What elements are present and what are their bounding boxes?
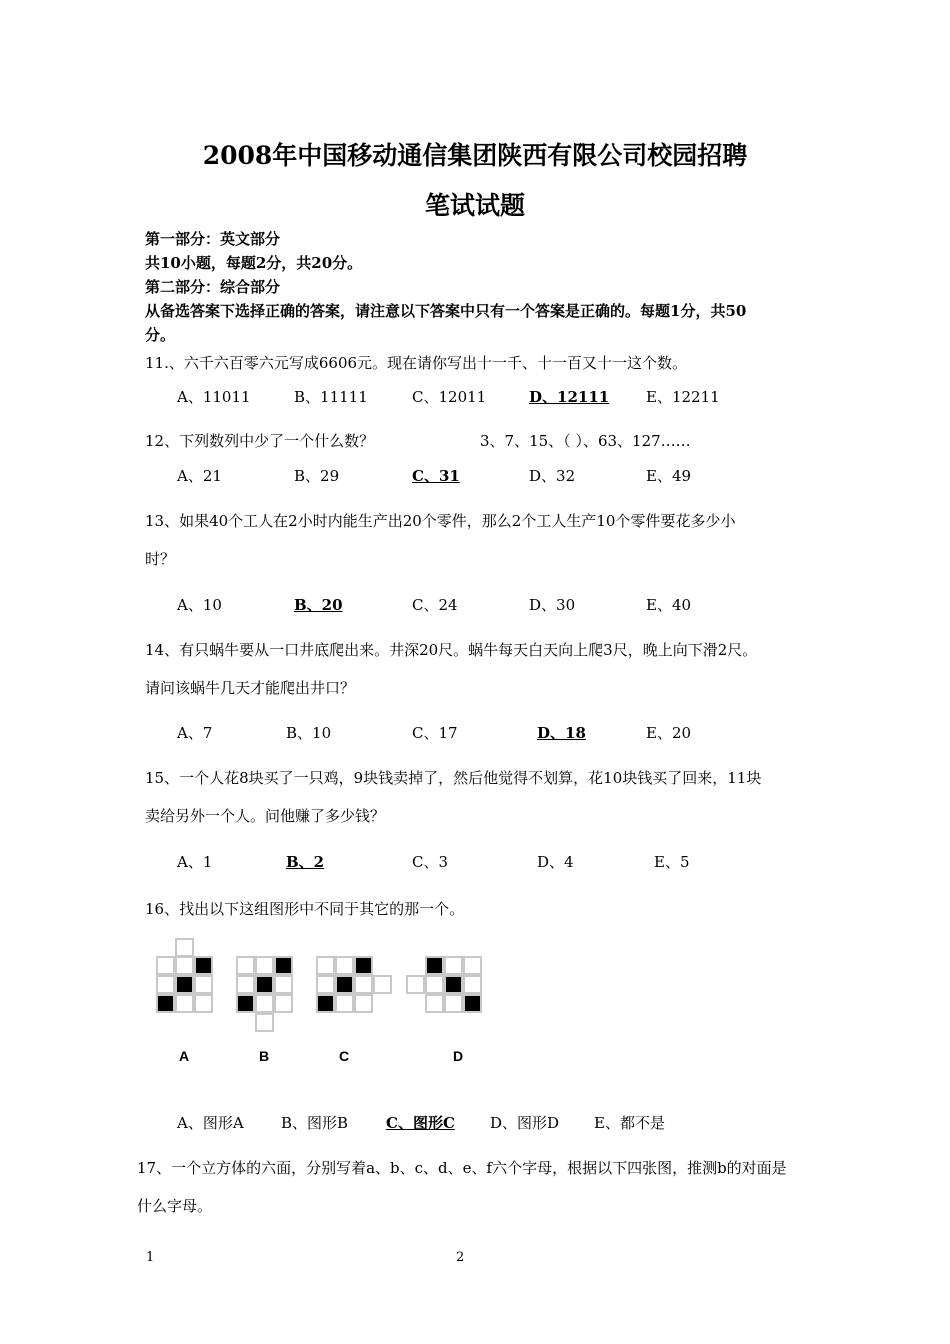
q11-option-d-correct: D、12111 <box>529 388 610 406</box>
q12-option-d: D、32 <box>529 467 576 485</box>
q12-option-e: E、49 <box>646 467 692 485</box>
figure-b <box>230 954 300 1036</box>
q14-option-a: A、7 <box>177 724 213 742</box>
question-14-line2: 请问该蜗牛几天才能爬出井口？ <box>145 679 356 697</box>
question-13-line2: 时？ <box>145 550 176 568</box>
q16-option-b: B、图形B <box>281 1114 349 1132</box>
q14-option-e: E、20 <box>646 724 692 742</box>
question-17-line1: 17、一个立方体的六面，分别写着a、b、c、d、e、f六个字母，根据以下四张图，推测b的对面是 <box>137 1159 787 1177</box>
question-13-line1: 13、如果40个工人在2小时内能生产出20个零件，那么2个工人生产10个零件要花多少小 <box>145 512 736 530</box>
document-title: 2008年中国移动通信集团陕西有限公司校园招聘 <box>202 141 748 170</box>
question-14-line1: 14、有只蜗牛要从一口井底爬出来。井深20尺。蜗牛每天白天向上爬3尺，晚上向下滑2尺。 <box>145 641 758 659</box>
part2-heading: 第二部分：综合部分 <box>145 278 281 296</box>
page-number-right: 2 <box>456 1250 465 1265</box>
q13-option-c: C、24 <box>412 596 458 614</box>
part1-description: 共10小题，每题2分，共20分。 <box>145 254 363 272</box>
q12-option-b: B、29 <box>294 467 340 485</box>
q12-option-a: A、21 <box>177 467 222 485</box>
figure-a <box>150 936 220 1018</box>
q15-option-b-correct: B、2 <box>286 853 325 871</box>
figure-label-c: C <box>339 1048 350 1064</box>
q11-option-b: B、11111 <box>294 388 368 406</box>
q15-option-a: A、1 <box>177 853 213 871</box>
question-11: 11.、六千六百零六元写成6606元。现在请你写出十一千、十一百又十一这个数。 <box>145 354 688 372</box>
q15-option-c: C、3 <box>412 853 449 871</box>
q13-option-b-correct: B、20 <box>294 596 343 614</box>
q15-option-d: D、4 <box>537 853 574 871</box>
q15-option-e: E、5 <box>654 853 690 871</box>
q14-option-d-correct: D、18 <box>537 724 586 742</box>
page-number-left: 1 <box>146 1250 155 1265</box>
q11-option-c: C、12011 <box>412 388 487 406</box>
q12-sequence: 3、7、15、（ ）、63、127…… <box>480 432 691 450</box>
q16-option-d: D、图形D <box>490 1114 560 1132</box>
figure-label-b: B <box>259 1048 270 1064</box>
q13-option-a: A、10 <box>177 596 222 614</box>
q12-option-c-correct: C、31 <box>412 467 460 485</box>
q16-option-e: E、都不是 <box>594 1114 665 1132</box>
figure-c <box>310 954 400 1018</box>
q11-option-a: A、11011 <box>177 388 251 406</box>
question-15-line1: 15、一个人花8块买了一只鸡，9块钱卖掉了，然后他觉得不划算，花10块钱买了回来，11块 <box>145 769 762 787</box>
figure-label-a: A <box>179 1048 190 1064</box>
part2-description-line1: 从备选答案下选择正确的答案，请注意以下答案中只有一个答案是正确的。每题1分，共50 <box>145 302 747 320</box>
document-subtitle: 笔试试题 <box>424 191 525 220</box>
figure-label-d: D <box>453 1048 464 1064</box>
q16-option-c-correct: C、图形C <box>386 1114 455 1132</box>
question-15-line2: 卖给另外一个人。问他赚了多少钱？ <box>145 807 386 825</box>
part1-heading: 第一部分：英文部分 <box>145 230 281 248</box>
q16-option-a: A、图形A <box>177 1114 244 1132</box>
part2-description-line2: 分。 <box>145 326 176 344</box>
q13-option-e: E、40 <box>646 596 692 614</box>
question-12: 12、下列数列中少了一个什么数？ <box>145 432 375 450</box>
question-16: 16、找出以下这组图形中不同于其它的那一个。 <box>145 900 465 918</box>
figure-d <box>402 954 492 1018</box>
question-17-line2: 什么字母。 <box>137 1197 213 1215</box>
q13-option-d: D、30 <box>529 596 576 614</box>
q11-option-e: E、12211 <box>646 388 720 406</box>
q14-option-c: C、17 <box>412 724 458 742</box>
q14-option-b: B、10 <box>286 724 332 742</box>
